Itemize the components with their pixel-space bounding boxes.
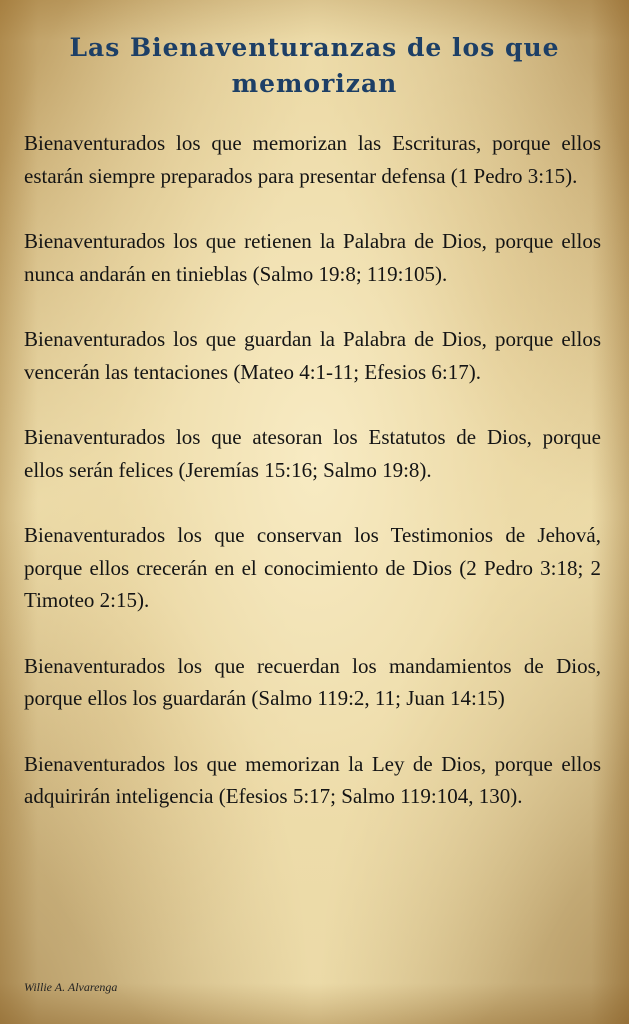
beatitude-paragraph: Bienaventurados los que retienen la Palabra de Dios, porque ellos nunca andarán en tinieblas (Salmo 19:8; 119:105).	[24, 229, 601, 286]
beatitude-paragraph: Bienaventurados los que guardan la Palabra de Dios, porque ellos vencerán las tentaciones (Mateo 4:1-11; Efesios 6:17).	[24, 327, 601, 384]
beatitude-paragraph: Bienaventurados los que conservan los Testimonios de Jehová, porque ellos crecerán en el conocimiento de Dios (2 Pedro 3:18; 2 Timoteo 2:15).	[24, 523, 601, 612]
beatitude-paragraph: Bienaventurados los que atesoran los Estatutos de Dios, porque ellos serán felices (Jeremías 15:16; Salmo 19:8).	[24, 425, 601, 482]
beatitude-paragraph: Bienaventurados los que memorizan las Escrituras, porque ellos estarán siempre preparados para presentar defensa (1 Pedro 3:15).	[24, 131, 601, 188]
beatitude-paragraph: Bienaventurados los que memorizan la Ley de Dios, porque ellos adquirirán inteligencia (Efesios 5:17; Salmo 119:104, 130).	[24, 751, 601, 808]
beatitude-paragraph: Bienaventurados los que recuerdan los mandamientos de Dios, porque ellos los guardarán (Salmo 119:2, 11; Juan 14:15)	[24, 653, 601, 710]
author-signature: Willie A. Alvarenga	[24, 980, 118, 994]
page-title: Las Bienaventuranzas de los que memorizan	[69, 33, 560, 98]
beatitudes-list	[24, 127, 601, 813]
